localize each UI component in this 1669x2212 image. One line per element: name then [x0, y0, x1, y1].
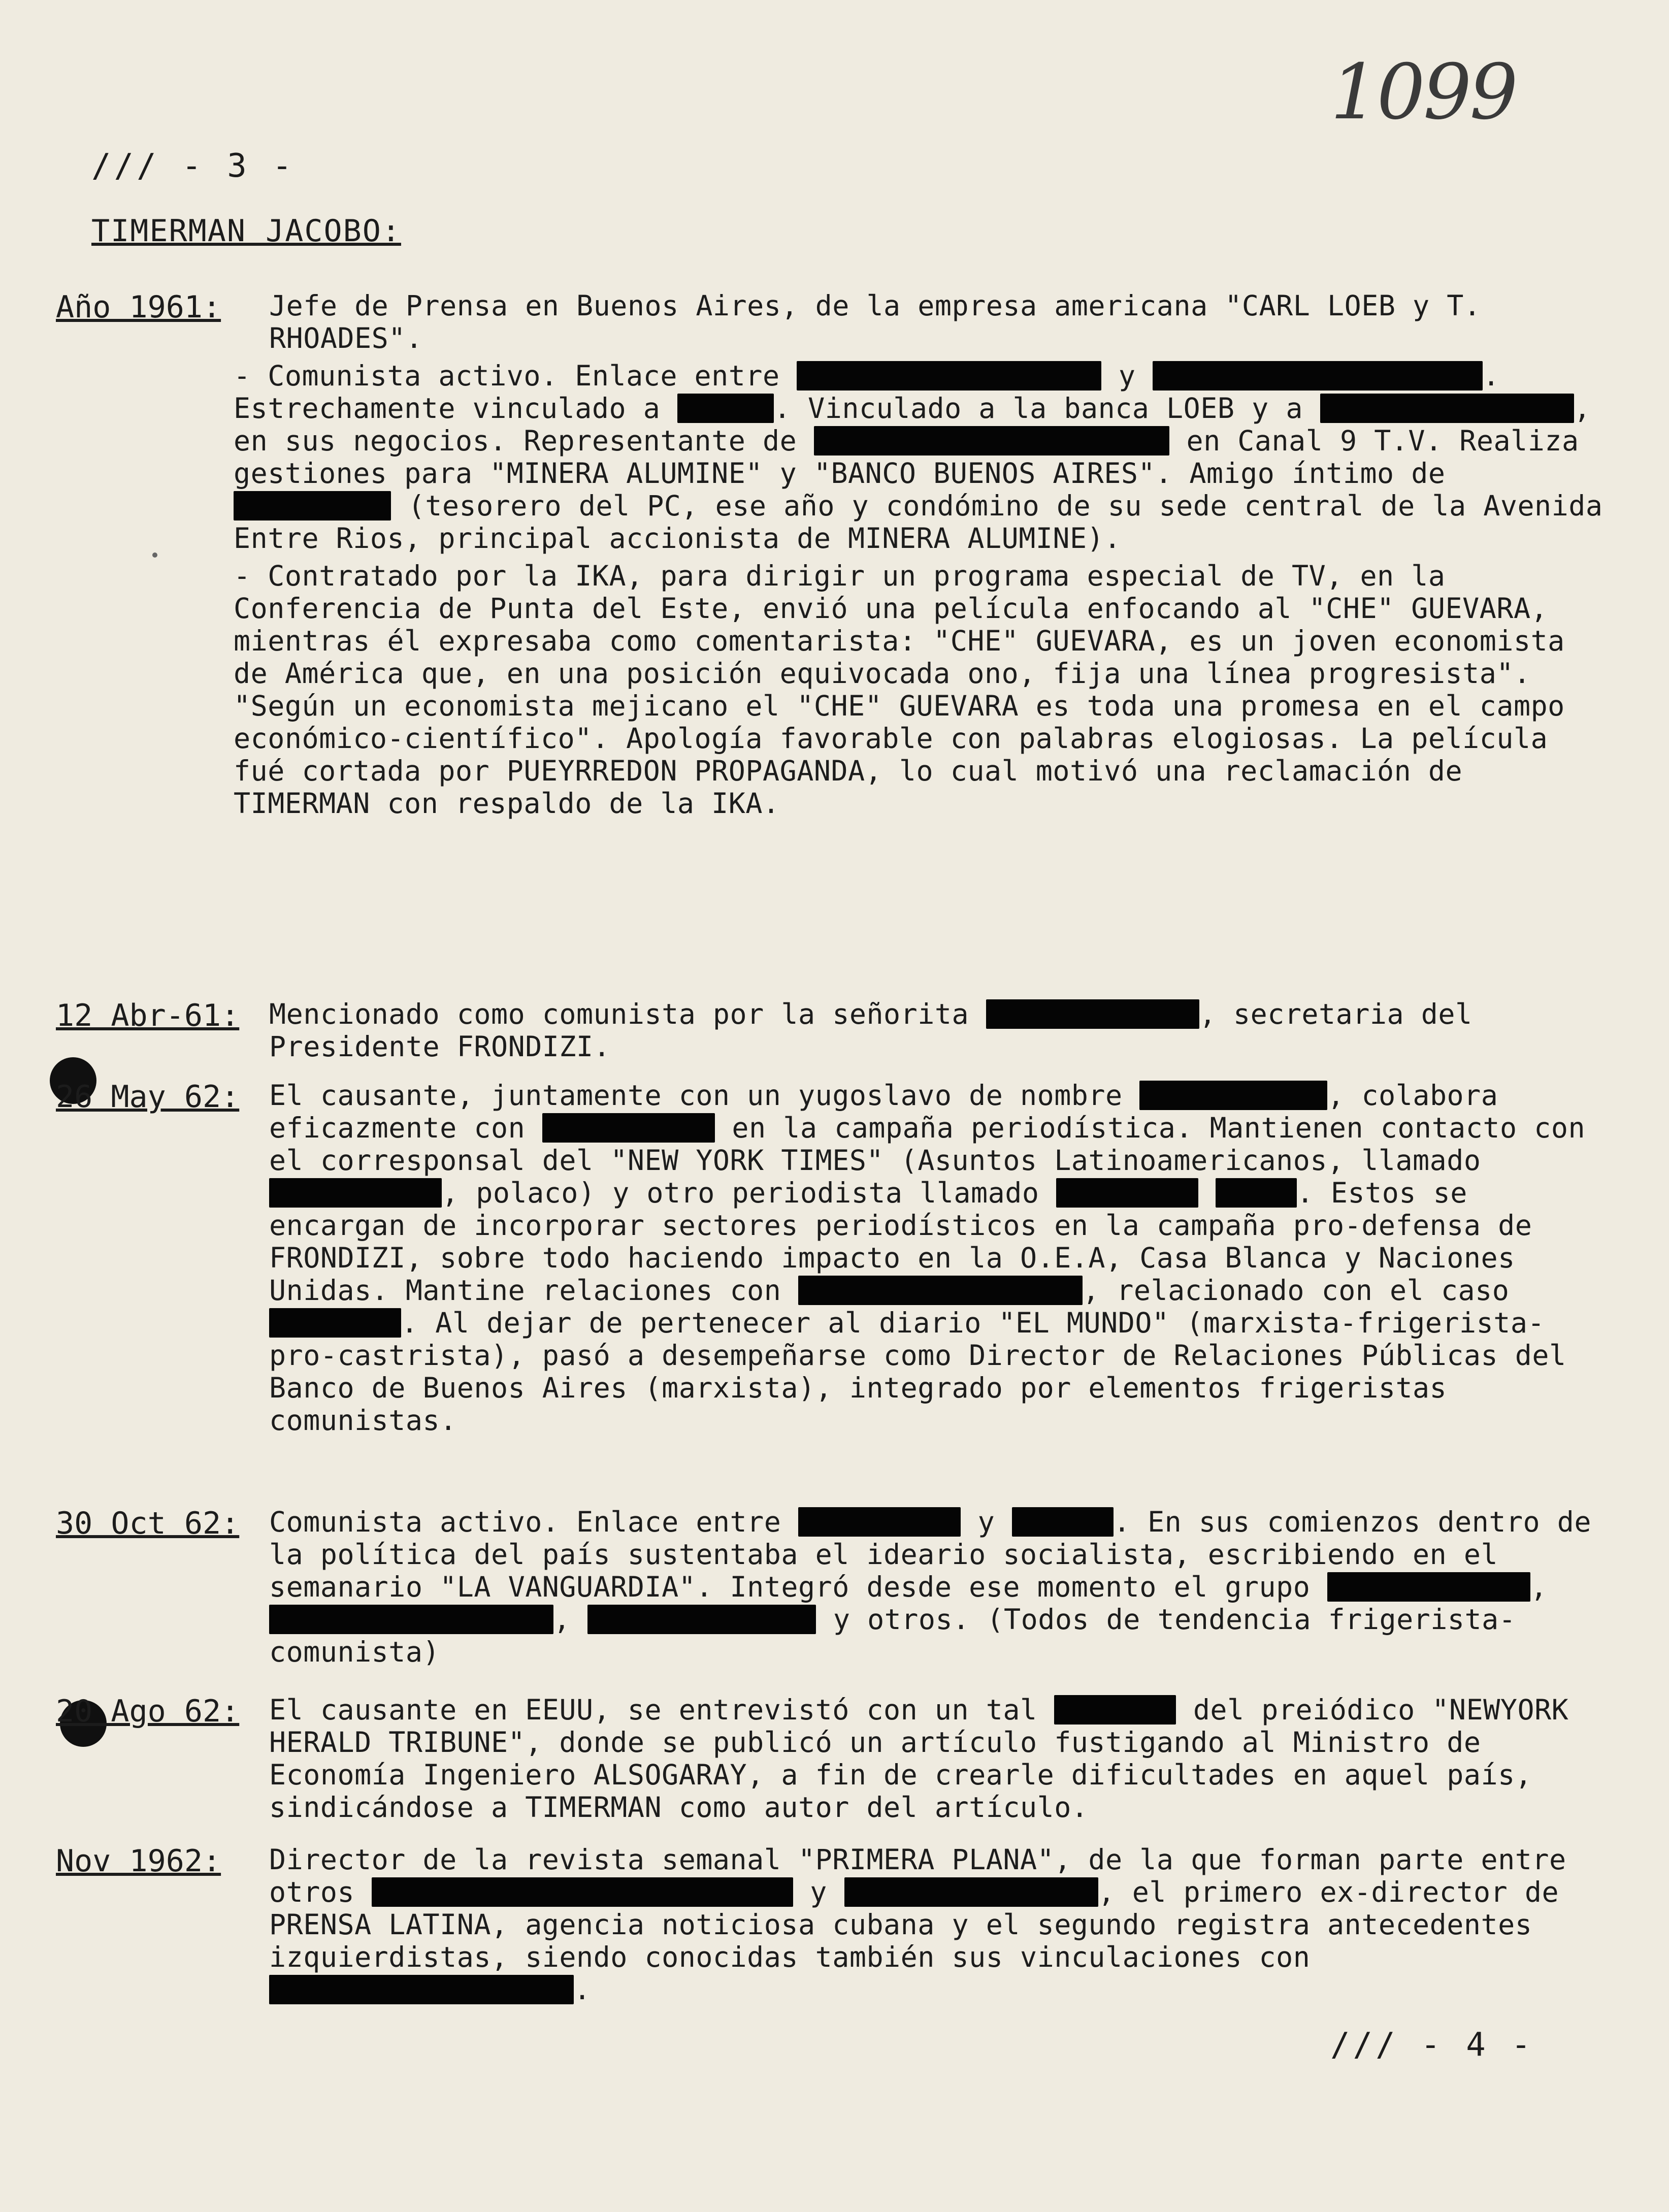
redaction-bar	[797, 361, 1101, 391]
entry-text: , colabora eficazmente con	[269, 1079, 1498, 1144]
entry-text: , el primero ex-director de PRENSA LATINA, agencia noticiosa cubana y el segundo registra antecedentes izquierdistas, siendo conocidas también sus vinculaciones con	[269, 1876, 1559, 1973]
subject-heading: TIMERMAN JACOBO:	[91, 213, 401, 249]
entry-date: 26 May 62:	[56, 1079, 240, 1115]
entry-text: . Estrechamente vinculado a	[234, 360, 1500, 425]
redaction-bar	[1054, 1695, 1176, 1725]
entry-text: y	[961, 1506, 1012, 1538]
entry-body	[269, 1843, 1610, 2011]
redaction-bar	[269, 1975, 574, 2004]
redaction-bar	[269, 1178, 442, 1208]
entry-text: (tesorero del PC, ese año y condómino de su sede central de la Avenida Entre Rios, principal accionista de MINERA ALUMINE).	[234, 490, 1603, 555]
redaction-bar	[1327, 1572, 1530, 1602]
entry-paragraph	[269, 998, 1610, 1063]
entry-body	[269, 1506, 1610, 1673]
entry-text: Comunista activo. Enlace entre	[269, 1506, 798, 1538]
redaction-bar	[844, 1877, 1098, 1907]
folio-number: 1099	[1330, 48, 1516, 137]
redaction-bar	[798, 1507, 961, 1537]
entry-text: Mencionado como comunista por la señorita	[269, 998, 986, 1030]
entry-text: . Al dejar de pertenecer al diario "EL MUNDO" (marxista-frigerista-pro-castrista), pasó a desempeñarse como Director de Relaciones Públicas del Banco de Buenos Aires (marxista), integrado por elementos frigeristas comunistas.	[269, 1307, 1566, 1437]
redaction-bar	[269, 1605, 553, 1634]
redaction-bar	[1153, 361, 1483, 391]
entry-body	[234, 289, 1610, 825]
entry-body	[269, 998, 1610, 1068]
entry-paragraph	[269, 1843, 1610, 2006]
redaction-bar	[1012, 1507, 1114, 1537]
entry-text: El causante en EEUU, se entrevistó con un tal	[269, 1694, 1055, 1726]
entry-text: del preiódico "NEWYORK HERALD TRIBUNE", donde se publicó un artículo fustigando al Ministro de Economía Ingeniero ALSOGARAY, a fin de crearle dificultades en aquel país, sindicándose a TIMERMAN como autor del artículo.	[269, 1694, 1569, 1824]
redaction-bar	[269, 1308, 401, 1338]
entry-body	[269, 1694, 1610, 1829]
entry-body	[269, 1079, 1610, 1442]
entry-paragraph	[234, 560, 1610, 820]
entry-text: - Contratado por la IKA, para dirigir un programa especial de TV, en la Conferencia de Punta del Este, envió una película enfocando al "CHE" GUEVARA, mientras él expresaba como comentarista: "CHE" GUEVARA, es un joven economista de América que, en una posición equivocada ono, fija una línea progresista". "Según un economista mejicano el "CHE" GUEVARA es toda una promesa en el campo económico-científico". Apología favorable con palabras elogiosas. La película fué cortada por PUEYRREDON PROPAGANDA, lo cual motivó una reclamación de TIMERMAN con respaldo de la IKA.	[234, 560, 1565, 820]
redaction-bar	[986, 999, 1199, 1029]
entry-date: 12 Abr-61:	[56, 998, 240, 1033]
entry-text: ,	[553, 1603, 588, 1636]
entry-text: y	[1101, 360, 1153, 392]
entry-date: 20 Ago 62:	[56, 1694, 240, 1729]
entry-paragraph	[269, 1079, 1610, 1437]
entry-text: ,	[1530, 1571, 1548, 1603]
entry-text: - Comunista activo. Enlace entre	[234, 360, 797, 392]
redaction-bar	[814, 426, 1169, 456]
entry-text: en Canal 9 T.V. Realiza gestiones para "MINERA ALUMINE" y "BANCO BUENOS AIRES". Amigo íntimo de	[234, 425, 1579, 490]
entry-text	[1198, 1177, 1216, 1209]
redaction-bar	[587, 1605, 816, 1634]
redaction-bar	[798, 1276, 1083, 1305]
entry-paragraph	[269, 1694, 1610, 1824]
redaction-bar	[234, 491, 391, 521]
page-number-bottom: /// - 4 -	[1330, 2026, 1534, 2064]
entry-paragraph	[269, 1506, 1610, 1668]
entry-text: en la campaña periodística. Mantienen contacto con el corresponsal del "NEW YORK TIMES" (Asuntos Latinoamericanos, llamado	[269, 1112, 1586, 1177]
redaction-bar	[677, 394, 774, 423]
entry-text: El causante, juntamente con un yugoslavo de nombre	[269, 1079, 1140, 1112]
redaction-bar	[372, 1877, 793, 1907]
redaction-bar	[1320, 394, 1574, 423]
entry-text: . Vinculado a la banca LOEB y a	[773, 392, 1320, 425]
entry-text: . En sus comienzos dentro de la política del país sustentaba el ideario socialista, escribiendo en el semanario "LA VANGUARDIA". Integró desde ese momento el grupo	[269, 1506, 1592, 1603]
entry-text: y otros. (Todos de tendencia frigerista-comunista)	[269, 1603, 1516, 1668]
entry-text: , polaco) y otro periodista llamado	[442, 1177, 1057, 1209]
redaction-bar	[1056, 1178, 1198, 1208]
entry-date: 30 Oct 62:	[56, 1506, 240, 1541]
entry-text: , en sus negocios. Representante de	[234, 392, 1591, 457]
entry-paragraph	[234, 360, 1610, 555]
entry-text: .	[574, 1973, 591, 2006]
redaction-bar	[1216, 1178, 1297, 1208]
entry-text: , secretaria del Presidente FRONDIZI.	[269, 998, 1472, 1063]
entry-date: Nov 1962:	[56, 1843, 221, 1879]
entry-text: y	[793, 1876, 844, 1908]
redaction-bar	[1139, 1081, 1327, 1110]
entry-text: Director de la revista semanal "PRIMERA PLANA", de la que forman parte entre otros	[269, 1843, 1566, 1908]
entry-date: Año 1961:	[56, 289, 221, 325]
redaction-bar	[542, 1113, 715, 1143]
entry-text: Jefe de Prensa en Buenos Aires, de la empresa americana "CARL LOEB y T. RHOADES".	[269, 289, 1481, 354]
entry-paragraph	[269, 289, 1610, 354]
stray-mark	[152, 552, 157, 558]
entry-text: , relacionado con el caso	[1083, 1274, 1510, 1307]
page-number-top: /// - 3 -	[91, 147, 295, 185]
entry-text: . Estos se encargan de incorporar sectores periodísticos en la campaña pro-defensa de FRONDIZI, sobre todo haciendo impacto en la O.E.A, Casa Blanca y Naciones Unidas. Mantine relaciones con	[269, 1177, 1532, 1307]
